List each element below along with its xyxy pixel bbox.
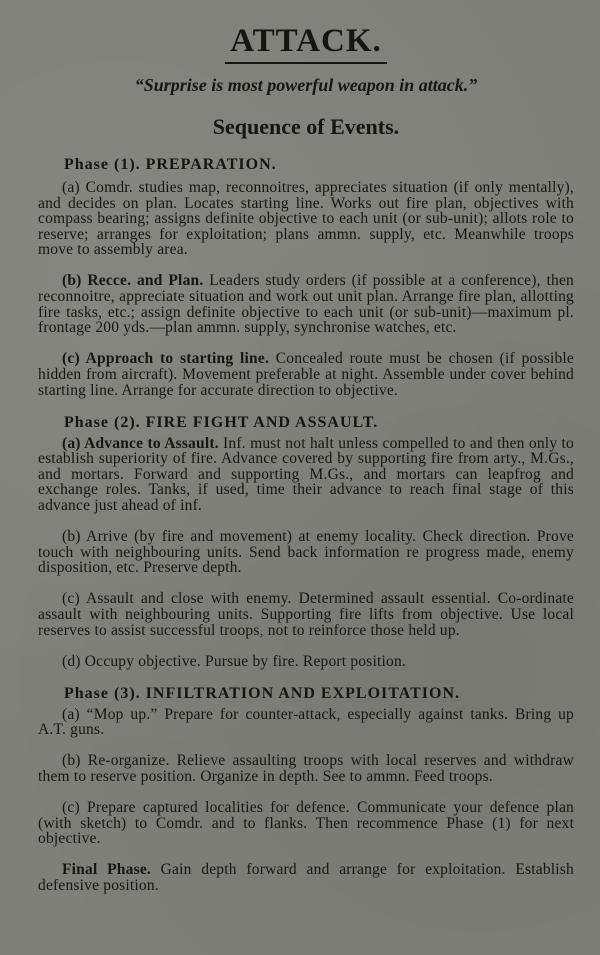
phase-1-para-b: (b) Recce. and Plan. Leaders study orders (if possible at a conference), then reconnoitre, appreciate situation and work out unit plan. Arrange fire plan, allotting fire tasks, etc.; assign definite objective to each unit (or sub-unit)—maximum pl. frontage 200 yds.—plan ammn. supply, synchronise watches, etc. (38, 272, 574, 337)
phase-2-para-d: (d) Occupy objective. Pursue by fire. Report position. (62, 652, 406, 670)
phase-3-para-c: (c) Prepare captured localities for defence. Communicate your defence plan (with sketch) to Comdr. and to flanks. Then recommence Phase (1) for next objective. (38, 799, 574, 848)
phase-2-heading: Phase (2). FIRE FIGHT AND ASSAULT. (64, 413, 379, 431)
phase-2-para-c: (c) Assault and close with enemy. Determined assault essential. Co-ordinate assault with neighbouring units. Supporting fire lifts from objective. Use local reserves to assist successful troops, not to reinforce those held up. (38, 590, 574, 639)
final-phase-para: Final Phase. Gain depth forward and arrange for exploitation. Establish defensive position. (38, 861, 574, 894)
page-title: ATTACK. (230, 23, 382, 59)
phase-3-para-a: (a) “Mop up.” Prepare for counter-attack, especially against tanks. Bring up A.T. guns. (38, 705, 574, 739)
phase-2-para-b: (b) Arrive (by fire and movement) at enemy locality. Check direction. Prove touch with neighbouring units. Send back information re progress made, enemy disposition, etc. Preserve depth. (38, 528, 574, 577)
subtitle: Sequence of Events. (212, 114, 400, 139)
phase-3-heading: Phase (3). INFILTRATION AND EXPLOITATION. (64, 684, 461, 702)
phase-3-para-b: (b) Re-organize. Relieve assaulting troops with local reserves and withdraw them to reserve position. Organize in depth. See to ammn. Feed troops. (38, 752, 574, 786)
title-underline (225, 62, 387, 64)
phase-1-heading: Phase (1). PREPARATION. (64, 156, 277, 173)
phase-1-para-c: (c) Approach to starting line. Concealed route must be chosen (if possible hidden from aircraft). Movement preferable at night. Assemble under cover behind starting line. Arrange for accurate direction to objective. (38, 350, 574, 399)
motto: “Surprise is most powerful weapon in attack.” (134, 75, 478, 95)
phase-2-para-a: (a) Advance to Assault. Inf. must not halt unless compelled to and then only to establish superiority of fire. Advance covered by supporting fire from arty., M.Gs., and mortars. Forward and supporting M.Gs., and mortars can leapfrog and exchange roles. Tanks, if used, time their advance to reach final stage of this advance just ahead of inf. (38, 434, 575, 514)
phase-1-para-a: (a) Comdr. studies map, reconnoitres, appreciates situation (if only mentally), and decides on plan. Locates starting line. Works out fire plan, objectives with compass bearing; assigns definite objective to each unit (or sub-unit); allots role to reserve; arranges for exploitation; plans ammn. supply, etc. Meanwhile troops move to assembly area. (38, 179, 574, 259)
